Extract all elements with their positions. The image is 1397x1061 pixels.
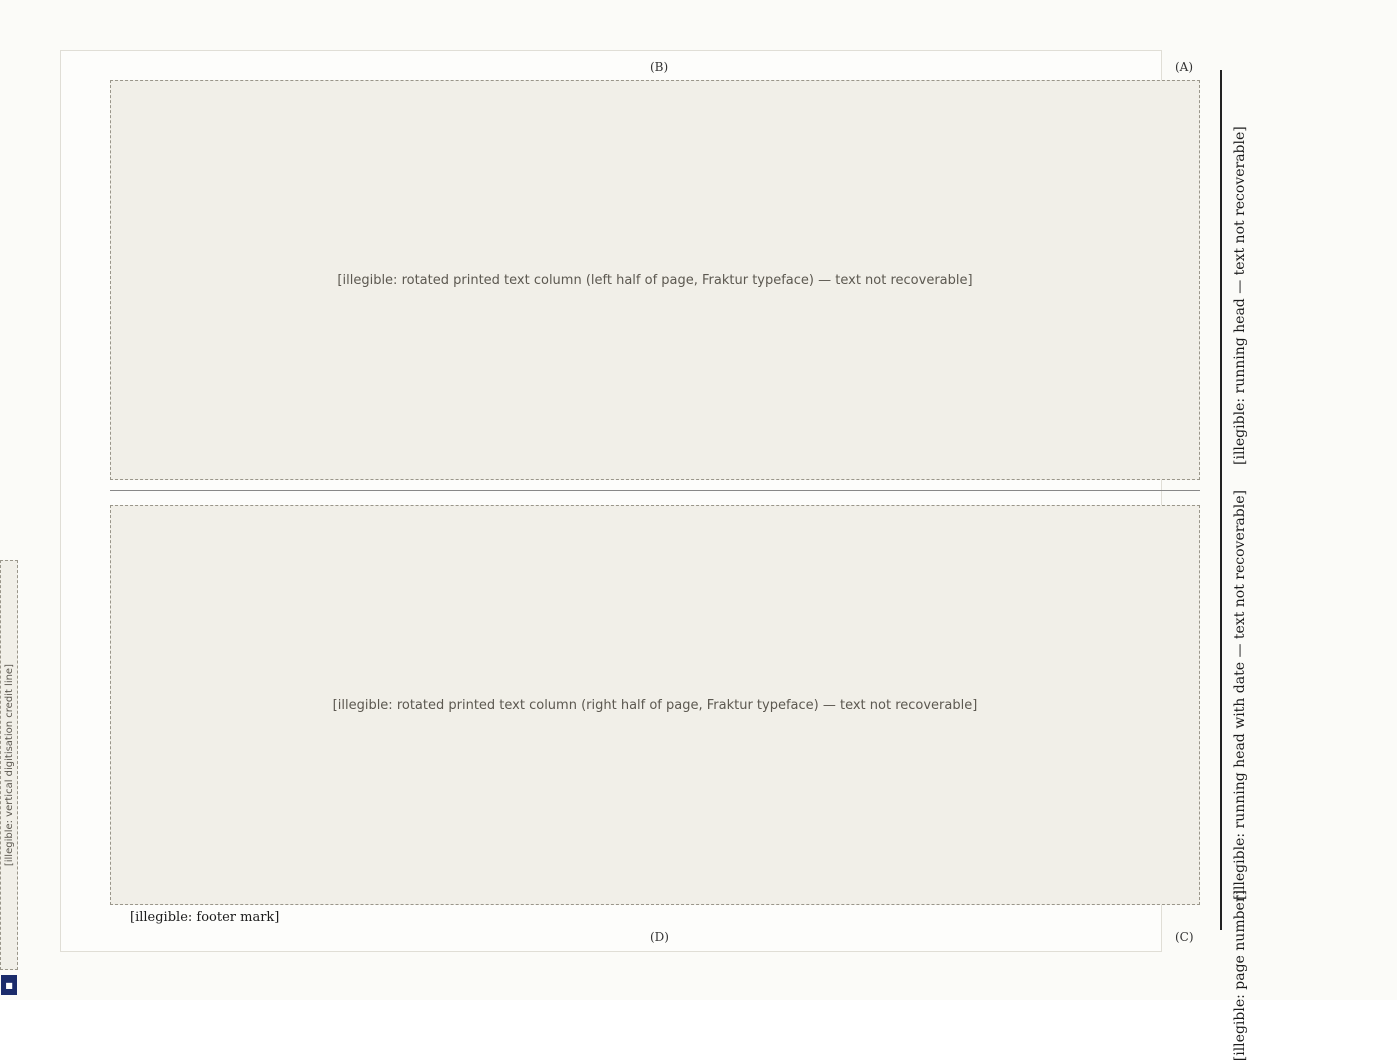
page-number	[1232, 890, 1248, 1061]
running-head-left-text: [illegible: running head — text not recoverable]	[1232, 126, 1248, 465]
text-column-left-placeholder	[110, 80, 1200, 480]
running-head-right	[1232, 490, 1248, 900]
margin-marker-c: (C)	[1175, 930, 1194, 944]
footer-mark-text: [illegible: footer mark]	[130, 910, 280, 925]
text-column-right	[110, 505, 1200, 905]
text-column-right-label: [illegible: rotated printed text column (right half of page, Fraktur typeface) — text not recoverable]	[332, 697, 978, 713]
header-rule	[1220, 70, 1222, 930]
digitisation-credit-text: [illegible: vertical digitisation credit line]	[3, 663, 15, 867]
running-head-left	[1232, 85, 1248, 465]
text-column-left-label: [illegible: rotated printed text column (left half of page, Fraktur typeface) — text not recoverable]	[337, 272, 973, 288]
footer-mark	[130, 910, 279, 925]
text-column-right-placeholder	[110, 505, 1200, 905]
digitisation-credit	[0, 560, 18, 1000]
running-head-right-text: [illegible: running head with date — text not recoverable]	[1232, 490, 1248, 900]
margin-marker-a: (A)	[1175, 60, 1194, 74]
funder-logo-icon: ■	[1, 975, 17, 995]
margin-marker-b: (B)	[650, 60, 669, 74]
column-divider	[110, 490, 1200, 491]
text-column-left	[110, 80, 1200, 480]
margin-marker-d: (D)	[650, 930, 669, 944]
digitisation-credit-placeholder	[0, 560, 18, 970]
page-number-text: [illegible: page number]	[1232, 890, 1248, 1061]
